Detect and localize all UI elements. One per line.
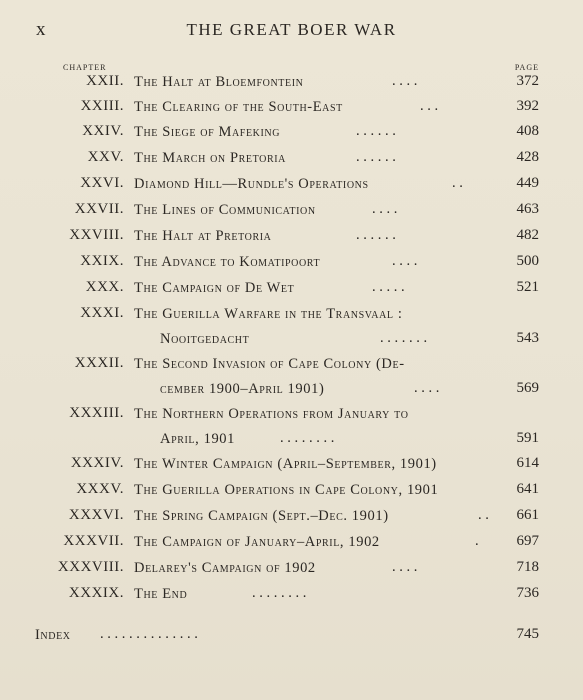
toc-line: [0, 279, 583, 304]
page-number-ref: 736: [516, 585, 539, 601]
chapter-title: The Halt at Bloemfontein: [134, 74, 304, 90]
page-number-ref: 661: [516, 507, 539, 523]
toc-entry: [0, 455, 583, 480]
page-number-ref: 543: [516, 330, 539, 346]
index-entry: [0, 626, 583, 651]
chapter-number: XXXIV.: [70, 455, 124, 471]
toc-entry: [0, 355, 583, 405]
toc-entry: [0, 149, 583, 174]
toc-entry: [0, 481, 583, 506]
page-number-ref: 372: [516, 73, 539, 89]
toc-line: [0, 253, 583, 278]
toc-entry: [0, 533, 583, 558]
page-number-ref: 482: [516, 227, 539, 243]
toc-entry: [0, 201, 583, 226]
page-number-ref: 449: [516, 175, 539, 191]
toc-line: [0, 585, 583, 610]
chapter-title-continued: April, 1901: [160, 431, 235, 447]
leader-dots: . . . .: [392, 559, 418, 575]
leader-dots: . . . .: [372, 201, 398, 217]
toc-entry: [0, 405, 583, 455]
toc-entry: [0, 175, 583, 200]
leader-dots: . .: [478, 507, 489, 523]
page-number-ref: 463: [516, 201, 539, 217]
chapter-title: The Siege of Mafeking: [134, 124, 281, 140]
leader-dots: . . . .: [392, 253, 418, 269]
chapter-title: The Campaign of January–April, 1902: [134, 534, 380, 550]
leader-dots: .: [475, 533, 479, 549]
toc-line: [0, 405, 583, 430]
chapter-title: The March on Pretoria: [134, 150, 286, 166]
chapter-number: XXXVII.: [63, 533, 124, 549]
toc-line: [0, 201, 583, 226]
page-number-ref: 697: [516, 533, 539, 549]
toc-line: [0, 481, 583, 506]
page-number-ref: 591: [516, 430, 539, 446]
toc-entry: [0, 227, 583, 252]
page-number-ref: 392: [516, 98, 539, 114]
toc-line: [0, 73, 583, 98]
toc-line: [0, 559, 583, 584]
toc-entry: [0, 253, 583, 278]
chapter-number: XXXI.: [80, 305, 124, 321]
chapter-number: XXIX.: [80, 253, 124, 269]
page-number-ref: 500: [516, 253, 539, 269]
chapter-number: XXV.: [87, 149, 124, 165]
toc-line: [0, 455, 583, 480]
page-number-ref: 569: [516, 380, 539, 396]
toc-entry: [0, 559, 583, 584]
page-column-heading: PAGE: [514, 63, 539, 72]
chapter-title-continued: cember 1900–April 1901): [160, 381, 325, 397]
toc-entry: [0, 279, 583, 304]
toc-line-continued: [0, 430, 583, 455]
toc-line: [0, 149, 583, 174]
chapter-title: The Northern Operations from January to: [134, 406, 409, 422]
toc-line: [0, 355, 583, 380]
chapter-number: XXXV.: [76, 481, 124, 497]
chapter-title: The Campaign of De Wet: [134, 280, 295, 296]
leader-dots: . . . . . . . . . . . . . .: [100, 626, 198, 642]
chapter-number: XXII.: [86, 73, 124, 89]
leader-dots: . . .: [420, 98, 439, 114]
leader-dots: . . . . . .: [356, 123, 396, 139]
chapter-title-continued: Nooitgedacht: [160, 331, 250, 347]
toc-entry: [0, 73, 583, 98]
chapter-title: The End: [134, 586, 188, 602]
running-head: [0, 19, 583, 43]
toc-line: [0, 123, 583, 148]
page-number-ref: 521: [516, 279, 539, 295]
toc-entry: [0, 305, 583, 355]
leader-dots: . . . . . . . .: [252, 585, 307, 601]
leader-dots: . . . . . . . .: [280, 430, 335, 446]
page-number-ref: 641: [516, 481, 539, 497]
chapter-number: XXXVIII.: [57, 559, 124, 575]
chapter-title: The Guerilla Operations in Cape Colony, 1901: [134, 482, 439, 498]
chapter-title: Delarey's Campaign of 1902: [134, 560, 316, 576]
leader-dots: . . . .: [414, 380, 440, 396]
toc-line: [0, 227, 583, 252]
book-title: THE GREAT BOER WAR: [186, 20, 397, 39]
chapter-number: XXVIII.: [69, 227, 124, 243]
toc-line: [0, 507, 583, 532]
toc-line: [0, 533, 583, 558]
chapter-number: XXXVI.: [68, 507, 124, 523]
toc-entry: [0, 123, 583, 148]
chapter-number: XXXIX.: [68, 585, 124, 601]
page-number-ref: 428: [516, 149, 539, 165]
chapter-title: The Clearing of the South-East: [134, 99, 343, 115]
chapter-number: XXX.: [85, 279, 124, 295]
leader-dots: . . . . . . .: [380, 330, 428, 346]
toc-line: [0, 98, 583, 123]
chapter-number: XXVI.: [80, 175, 124, 191]
chapter-number: XXVII.: [74, 201, 124, 217]
chapter-number: XXXII.: [74, 355, 124, 371]
chapter-title: The Guerilla Warfare in the Transvaal :: [134, 306, 403, 322]
chapter-title: The Second Invasion of Cape Colony (De-: [134, 356, 405, 372]
chapter-title: The Winter Campaign (April–September, 1901): [134, 456, 437, 472]
toc-line: [0, 305, 583, 330]
chapter-title: The Spring Campaign (Sept.–Dec. 1901): [134, 508, 389, 524]
leader-dots: . . . . .: [372, 279, 405, 295]
toc-entry: [0, 585, 583, 610]
chapter-title: The Advance to Komatipoort: [134, 254, 321, 270]
chapter-number: XXXIII.: [69, 405, 124, 421]
toc-line: [0, 626, 583, 651]
chapter-column-heading: CHAPTER: [63, 63, 107, 72]
chapter-title: Diamond Hill—Rundle's Operations: [134, 176, 369, 192]
page-number: x: [36, 19, 47, 40]
toc-entry: [0, 98, 583, 123]
page-number-ref: 408: [516, 123, 539, 139]
leader-dots: . . . . . .: [356, 227, 396, 243]
page-number-ref: 718: [516, 559, 539, 575]
toc-line-continued: [0, 380, 583, 405]
chapter-title: The Lines of Communication: [134, 202, 316, 218]
toc-line-continued: [0, 330, 583, 355]
leader-dots: . .: [452, 175, 463, 191]
chapter-number: XXIV.: [82, 123, 124, 139]
page-number-ref: 614: [516, 455, 539, 471]
chapter-number: XXIII.: [80, 98, 124, 114]
leader-dots: . . . .: [392, 73, 418, 89]
chapter-title: The Halt at Pretoria: [134, 228, 272, 244]
page-number-ref: 745: [516, 626, 539, 642]
toc-line: [0, 175, 583, 200]
toc-entry: [0, 507, 583, 532]
leader-dots: . . . . . .: [356, 149, 396, 165]
index-title: Index: [35, 627, 71, 643]
